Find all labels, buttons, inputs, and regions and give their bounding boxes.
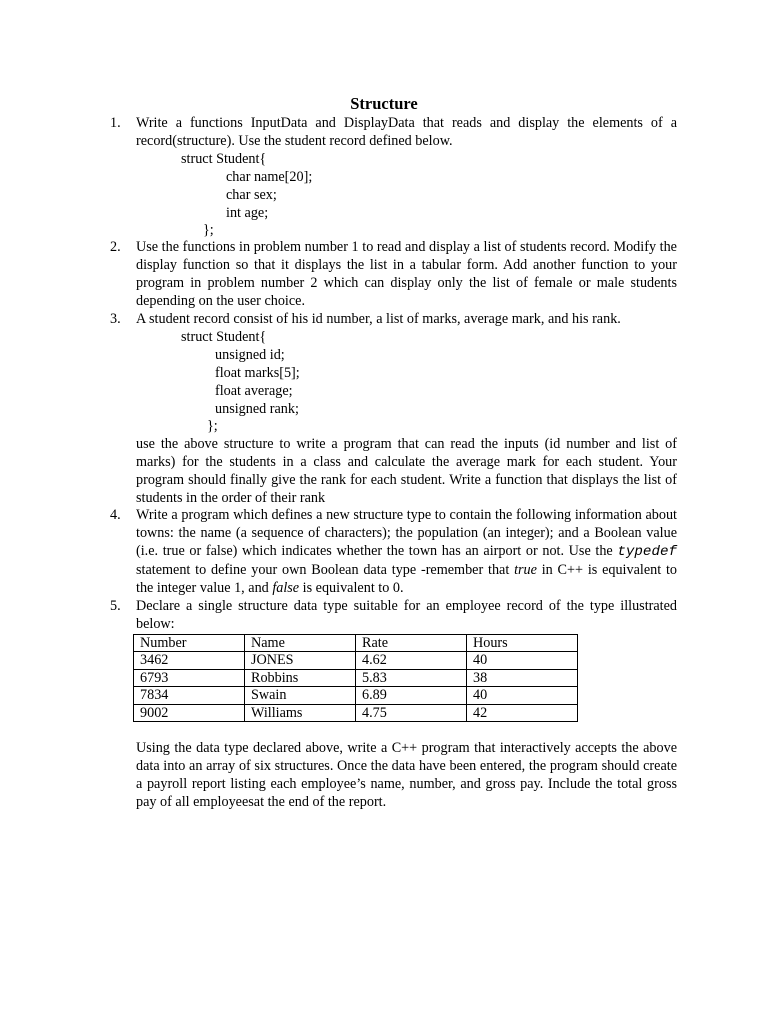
- table-cell: 4.62: [356, 652, 467, 670]
- code-line: struct Student{: [181, 328, 267, 345]
- item-text: Declare a single structure data type suitable for an employee record of the type illustrated below:: [136, 598, 677, 632]
- table-cell: 40: [467, 687, 578, 705]
- list-item-3: [110, 311, 680, 508]
- item-number: 3.: [110, 311, 121, 327]
- employee-table: [133, 634, 578, 723]
- list-item-4: [110, 507, 680, 598]
- item-number: 4.: [110, 507, 121, 523]
- false-word: false: [272, 579, 300, 596]
- item-text: A student record consist of his id number, a list of marks, average mark, and his rank.: [136, 311, 621, 327]
- text-segment: statement to define your own Boolean data type -remember that: [136, 561, 515, 578]
- table-cell: 9002: [134, 704, 245, 722]
- table-cell: 3462: [134, 652, 245, 670]
- list-item-5: [110, 598, 680, 812]
- item-number: 2.: [110, 239, 121, 255]
- item-text: [136, 507, 677, 598]
- table-header-cell: Name: [245, 634, 356, 652]
- table-cell: 5.83: [356, 669, 467, 687]
- table-cell: Swain: [245, 687, 356, 705]
- table-header-row: [134, 634, 578, 652]
- code-line: float average;: [215, 382, 293, 399]
- text-segment: is equivalent to 0.: [299, 579, 404, 596]
- item-text: Use the functions in problem number 1 to read and display a list of students record. Modify the display function so that it displays the list in a tabular form. Add another function to your program in problem number 2 which can display only the list of female or male students depending on the user choice.: [136, 239, 677, 309]
- table-header-cell: Hours: [467, 634, 578, 652]
- item-text-continued: use the above structure to write a program that can read the inputs (id number and list of marks) for the students in a class and calculate the average mark for each student. Your program should finally give the rank for each student. Write a function that displays the list of students in the order of their rank: [136, 436, 677, 507]
- text-segment: Write a program which defines a new structure type to contain the following information about towns: the name (a sequence of characters); the population (an integer); and a Boolean value (i.e. true or false) which indicates whether the town has an airport or not. Use the: [136, 507, 677, 559]
- item-text-continued: Using the data type declared above, write a C++ program that interactively accepts the above data into an array of six structures. Once the data have been entered, the program should create a payroll report listing each employee’s name, number, and gross pay. Include the total gross pay of all employeesat the end of the report.: [136, 740, 677, 811]
- table-cell: 6.89: [356, 687, 467, 705]
- table-cell: 4.75: [356, 704, 467, 722]
- page-title: Structure: [350, 94, 418, 113]
- item-text: Write a functions InputData and DisplayData that reads and display the elements of a record(structure). Use the student record defined below.: [136, 115, 677, 149]
- table-cell: 6793: [134, 669, 245, 687]
- code-line: unsigned id;: [215, 346, 285, 363]
- table-row: [134, 652, 578, 670]
- item-number: 5.: [110, 598, 121, 614]
- table-row: [134, 669, 578, 687]
- table-cell: JONES: [245, 652, 356, 670]
- table-cell: 7834: [134, 687, 245, 705]
- table-row: [134, 704, 578, 722]
- table-cell: 42: [467, 704, 578, 722]
- table-row: [134, 687, 578, 705]
- true-word: true: [514, 561, 537, 578]
- table-cell: 38: [467, 669, 578, 687]
- code-line: unsigned rank;: [215, 400, 299, 417]
- list-item-1: [110, 115, 680, 240]
- code-line: };: [207, 418, 218, 435]
- table-cell: Williams: [245, 704, 356, 722]
- table-cell: Robbins: [245, 669, 356, 687]
- code-line: struct Student{: [181, 150, 267, 167]
- table-header-cell: Rate: [356, 634, 467, 652]
- code-line: float marks[5];: [215, 364, 300, 381]
- code-line: char sex;: [226, 186, 277, 203]
- table-header-cell: Number: [134, 634, 245, 652]
- text-segment: in C++ is equivalent to the integer value 1, and: [136, 561, 677, 596]
- code-line: };: [203, 222, 214, 239]
- code-line: char name[20];: [226, 168, 313, 185]
- table-cell: 40: [467, 652, 578, 670]
- item-number: 1.: [110, 115, 121, 131]
- code-line: int age;: [226, 204, 269, 221]
- typedef-keyword: typedef: [617, 543, 677, 560]
- list-item-2: [110, 239, 680, 311]
